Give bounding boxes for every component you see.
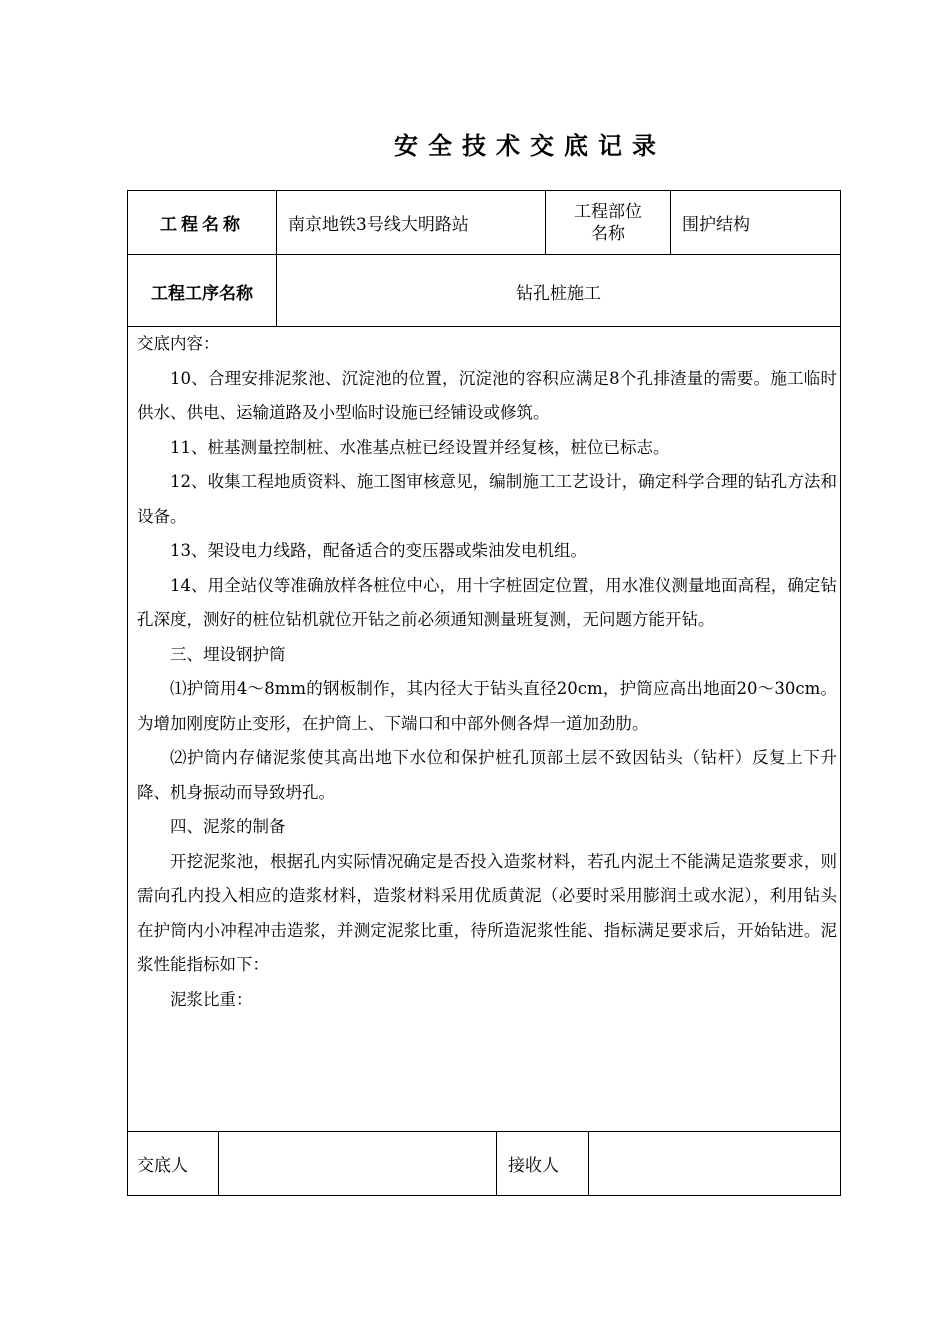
content-paragraph: 11、桩基测量控制桩、水准基点桩已经设置并经复核，桩位已标志。	[170, 437, 670, 457]
content-paragraph: 14、用全站仪等准确放样各桩位中心，用十字桩固定位置，用水准仪测量地面高程，确定钻孔深度，测好的桩位钻机就位开钻之前必须通知测量班复测，无问题方能开钻。	[137, 575, 837, 629]
column-divider	[545, 191, 546, 254]
receiver-label: 接收人	[508, 1155, 559, 1176]
document-title: 安全技术交底记录	[394, 132, 666, 160]
receiver-signature-field[interactable]	[590, 1131, 840, 1195]
section-heading: 三、埋设钢护筒	[170, 644, 286, 664]
project-name-value: 南京地铁3号线大明路站	[288, 215, 469, 235]
row-divider	[128, 1131, 840, 1132]
content-paragraph: 10、合理安排泥浆池、沉淀池的位置，沉淀池的容积应满足8个孔排渣量的需要。施工临时供水、供电、运输道路及小型临时设施已经铺设或修筑。	[137, 368, 837, 422]
column-divider	[218, 1131, 219, 1195]
disclosure-content	[137, 327, 837, 1017]
column-divider	[588, 1131, 589, 1195]
discloser-label: 交底人	[137, 1155, 188, 1176]
column-divider	[496, 1131, 497, 1195]
content-paragraph: ⑵护筒内存储泥浆使其高出地下水位和保护桩孔顶部土层不致因钻头（钻杆）反复上下升降、机身振动而导致坍孔。	[137, 748, 837, 802]
disclosure-table	[127, 190, 841, 1196]
content-paragraph: 13、架设电力线路，配备适合的变压器或柴油发电机组。	[170, 541, 587, 560]
column-divider	[670, 191, 671, 254]
project-name-label: 工程名称	[160, 215, 244, 235]
content-paragraph: 泥浆比重：	[170, 989, 253, 1009]
process-name-value: 钻孔桩施工	[516, 283, 601, 304]
content-heading: 交底内容：	[137, 334, 220, 353]
row-divider	[128, 254, 840, 255]
content-paragraph: 开挖泥浆池，根据孔内实际情况确定是否投入造浆材料，若孔内泥土不能满足造浆要求，则需向孔内投入相应的造浆材料，造浆材料采用优质黄泥（必要时采用膨润土或水泥），利用钻头在护筒内小冲程冲击造浆，并测定泥浆比重，待所造泥浆性能、指标满足要求后，开始钻进。泥浆性能指标如下：	[137, 851, 837, 974]
process-name-label: 工程工序名称	[151, 283, 253, 304]
discloser-signature-field[interactable]	[219, 1131, 496, 1195]
part-name-label: 工程部位 名称	[574, 201, 642, 244]
content-paragraph: ⑴护筒用4～8mm的钢板制作，其内径大于钻头直径20cm，护筒应高出地面20～30cm。为增加刚度防止变形，在护筒上、下端口和中部外侧各焊一道加劲肋。	[137, 679, 837, 733]
content-paragraph: 12、收集工程地质资料、施工图审核意见，编制施工工艺设计，确定科学合理的钻孔方法和设备。	[137, 472, 837, 526]
section-heading: 四、泥浆的制备	[170, 817, 286, 836]
row-divider	[128, 326, 840, 327]
column-divider	[276, 191, 277, 326]
part-name-value: 围护结构	[682, 215, 750, 235]
